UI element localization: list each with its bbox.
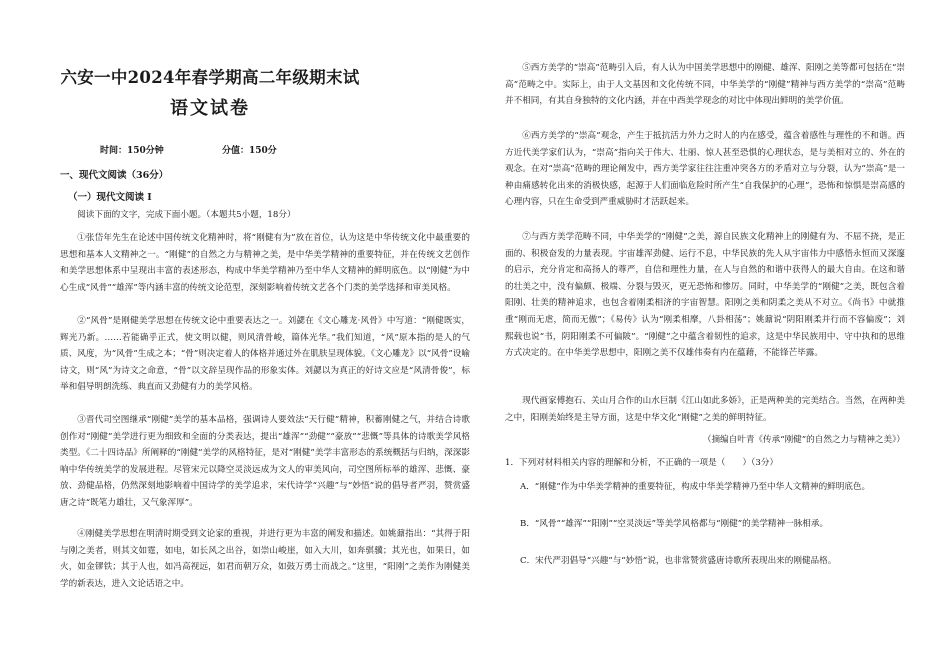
option-b: B．“风骨”“雄浑”“阳刚”“空灵淡远”等美学风格都与“刚健”的美学精神一脉相承。 — [520, 519, 829, 529]
paragraph-3: ③晋代司空图继承“刚健”美学的基本品格，强调诗人要效法“天行健”精神，积蓄刚健之气，并结合诗歌创作对“刚健”美学进行更为细致和全面的分类表达，提出“雄浑”“劲健”“豪放”“悲慨”等具体的诗歌美学风格类型。《二十四诗品》所阐释的“刚健”美学的风格特征，是对“刚健”美学丰富形态的系统概括与归纳，深深影响中华传统美学的发展进程。尽管宋元以降空灵淡远成为文人的审美风向，司空图所标举的雄浑、悲慨、豪放、劲健品格，仍然深刻地影响着中国诗学的美学追求，宋代诗学“兴趣”与“妙悟”说的倡导者严羽，赞赏盛唐之诗“既笔力雄壮，又气象浑厚”。 — [60, 415, 470, 508]
exam-meta — [100, 143, 332, 156]
paragraph-1: ①张岱年先生在论述中国传统文化精神时，将“刚健有为”放在首位，认为这是中华传统文化中最重要的思想和基本人文精神之一。“刚健”的自然之力与精神之美，是中华美学精神的重要特征，并在传统文艺创作和美学思想体系中呈现出丰富的表述形态，构成中华美学精神乃至中华人文精神的鲜明底色。以“刚健”为中心生成“风骨”“雄浑”等内涵丰富的传统文论范型，深刻影响着传统文艺各个门类的美学选择和审美风格。 — [60, 233, 470, 293]
section-heading: 一、现代文阅读（36分） — [60, 170, 169, 181]
total-score: 分值：150分 — [221, 146, 277, 156]
option-a: A．“刚健”作为中华美学精神的重要特征，构成中华美学精神乃至中华人文精神的鲜明底色。 — [520, 482, 871, 492]
subsection-heading: （一）现代文阅读 Ⅰ — [68, 192, 152, 203]
paragraph-7: ⑦与西方美学范畴不同，中华美学的“刚健”之美，源自民族文化精神上的刚健有为、不屈不挠，是正面的、积极奋发的力量表现。宇宙雄浑劲健、运行不息，中华民族的先人从宇宙伟力中感悟永恒而又深邃的启示，充分肯定和高扬人的尊严，自信和理性力量，在人与自然的和谐中获得人的最大自由。在这和谐的壮美之中，没有偏颇、极端、分裂与毁灭，更无恐怖和惨厉。同时，中华美学的“刚健”之美，既包含着阳刚、壮美的精神追求，也包含着刚柔相济的宇宙智慧。阳刚之美和阴柔之美从不对立。《尚书》中就推重“刚而无虐，简而无傲”；《易传》认为“刚柔相摩，八卦相荡”；姚鼐说“阴阳刚柔并行而不容偏废”；刘熙载也说“书，阴阳刚柔不可偏陂”。“刚健”之中蕴含着韧性的追求，这是中华民族用中、守中执和的思维方式决定的。在中华美学思想中，阳刚之美不仅雄伟奏有内在蕴藉，不能锋芒毕露。 — [505, 232, 905, 359]
paragraph-4: ④刚健美学思想在明清时期受到文论家的重视，并进行更为丰富的阐发和描述。如姚鼐指出：“其得于阳与刚之美者，则其文如霆，如电，如长风之出谷，如崇山峻崖，如入大川，如奔骐骥；其光也，如果日，如火，如金镠铁；其于人也，如冯高视远，如君而朝万众，如鼓万勇士而战之。”这里，“阳刚”之美作为刚健美学的新表达，进入文论话语之中。 — [60, 529, 470, 589]
paragraph-8: 现代画家傅抱石、关山月合作的山水巨制《江山如此多娇》，正是两种美的完美结合。当然，在两种美之中，阳刚美始终是主导方面，这是中华文化“刚健”之美的鲜明特征。 — [505, 396, 905, 423]
paragraph-6: ⑥西方美学的“崇高”观念，产生于抵抗活力外力之时人的内在感受，蕴含着感性与理性的不和谐。西方近代美学家们认为，“崇高”指向关于伟大、壮丽、惊人甚至恐惧的心理状态，是与美相对立的、外在的观念。在对“崇高”范畴的理论阐发中，西方美学家往往注重冲突各方的矛盾对立与分裂，认为“崇高”是一种由痛感转化出来的消极快感，起源于人们面临危险时所产生“自我保护的心理”，恐怖和惊惧是崇高感的心理内容，只在生命受到严重威胁时才活跃起来。 — [505, 131, 905, 208]
time-limit: 时间：150分钟 — [100, 146, 164, 156]
question-stem: 1．下列对材料相关内容的理解和分析，不正确的一项是（ ）（3分） — [505, 458, 779, 468]
option-c: C．宋代严羽倡导“兴趣”与“妙悟”说，也非常赞赏盛唐诗歌所表现出来的刚健品格。 — [520, 556, 837, 566]
source-citation: （摘编自叶青《传承“刚健”的自然之力与精神之美》） — [702, 435, 905, 445]
exam-title: 六安一中2024年春学期高二年级期末试 — [60, 68, 360, 87]
paragraph-2: ②“风骨”是刚健美学思想在传统文论中重要表达之一。刘勰在《文心雕龙·风骨》中写道：“刚健既实，辉光乃新。……若能确乎正式，使文明以健，则风清骨峻，篇体光华。”我们知道，“风”原本指的是人的气质、风度，为“风骨”生成之本；“骨”则决定着人的体格并通过外在肌肤呈现体貌。《文心雕龙》以“风骨”设喻诗文，则“风”为诗文之命意，“骨”以文辞呈现作品的形象实体。刘勰以为真正的好诗文应是“风清骨俊”，标举和倡导明朗洗练、典直而又劲健有力的美学风格。 — [60, 316, 470, 393]
paragraph-5: ⑤西方美学的“崇高”范畴引入后，有人认为中国美学思想中的刚健、雄浑、阳刚之美等都可包括在“崇高”范畴之中。实际上，由于人文基因和文化传统不同，中华美学的“刚健”精神与西方美学的“崇高”范畴并不相同，有其自身独特的文化内涵，并在中西美学现念的对比中体现出鲜明的美学价值。 — [505, 63, 905, 107]
exam-subtitle: 语文试卷 — [170, 98, 250, 119]
instruction-text: 阅读下面的文字，完成下面小题。（本题共5小题，18分） — [77, 210, 296, 220]
